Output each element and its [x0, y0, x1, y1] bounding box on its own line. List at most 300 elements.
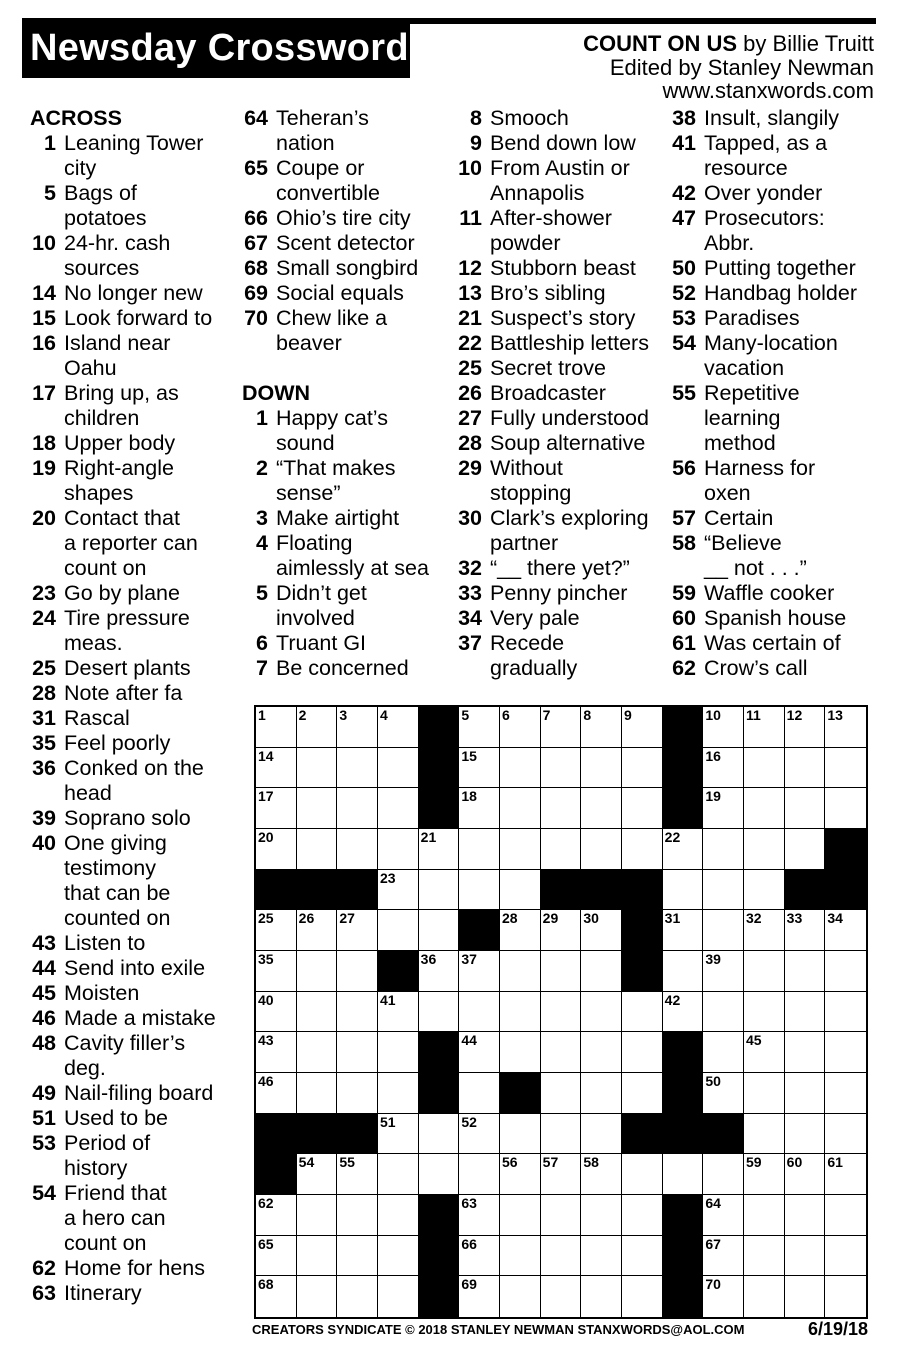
black-square [622, 910, 663, 951]
clue-item [670, 306, 857, 331]
grid-cell[interactable] [785, 1073, 826, 1114]
grid-cell[interactable] [256, 1276, 297, 1317]
clue-item [30, 831, 216, 931]
grid-cell[interactable] [541, 829, 582, 870]
clue-item [30, 456, 216, 506]
grid-cell[interactable] [256, 951, 297, 992]
grid-cell[interactable] [744, 1195, 785, 1236]
grid-cell[interactable] [703, 870, 744, 911]
clue-number: 27 [458, 406, 482, 430]
clue-number: 59 [672, 581, 696, 605]
grid-cell[interactable] [541, 1276, 582, 1317]
grid-cell[interactable] [459, 1114, 500, 1155]
grid-cell[interactable] [419, 910, 460, 951]
grid-cell[interactable] [500, 748, 541, 789]
clue-number: 65 [244, 156, 268, 180]
grid-cell[interactable] [459, 1236, 500, 1277]
clue-text: Moisten [64, 981, 140, 1005]
grid-cell[interactable] [703, 1032, 744, 1073]
grid-cell[interactable] [419, 829, 460, 870]
black-square [459, 910, 500, 951]
grid-cell[interactable] [622, 707, 663, 748]
grid-cell[interactable] [459, 788, 500, 829]
grid-cell[interactable] [541, 1236, 582, 1277]
clue-item [456, 631, 649, 681]
clue-number: 1 [256, 406, 268, 430]
grid-cell[interactable] [581, 788, 622, 829]
grid-cell[interactable] [744, 1276, 785, 1317]
grid-cell[interactable] [785, 748, 826, 789]
clue-text: Nail-filing board [64, 1081, 214, 1105]
grid-cell[interactable] [297, 1032, 338, 1073]
clue-text: Certain [704, 506, 774, 530]
grid-cell[interactable] [378, 1114, 419, 1155]
grid-cell[interactable] [703, 910, 744, 951]
clue-number: 56 [672, 456, 696, 480]
grid-cell[interactable] [663, 829, 704, 870]
clue-number: 38 [672, 106, 696, 130]
grid-cell[interactable] [378, 1195, 419, 1236]
grid-cell[interactable] [256, 1195, 297, 1236]
grid-cell[interactable] [825, 788, 866, 829]
grid-cell[interactable] [500, 1154, 541, 1195]
clue-item [456, 206, 649, 256]
grid-cell[interactable] [785, 1032, 826, 1073]
black-square [337, 870, 378, 911]
grid-cell[interactable] [459, 707, 500, 748]
grid-cell[interactable] [459, 1073, 500, 1114]
clue-text: Listen to [64, 931, 146, 955]
grid-cell[interactable] [297, 748, 338, 789]
clue-item [30, 506, 216, 581]
grid-cell[interactable] [419, 951, 460, 992]
grid-cell[interactable] [703, 748, 744, 789]
grid-cell[interactable] [541, 910, 582, 951]
grid-cell[interactable] [744, 1032, 785, 1073]
grid-cell[interactable] [256, 992, 297, 1033]
grid-cell[interactable] [378, 1154, 419, 1195]
clue-text: One giving testimony that can be counted on [64, 831, 171, 930]
grid-cell[interactable] [256, 707, 297, 748]
grid-cell[interactable] [703, 1195, 744, 1236]
clue-text: Recede gradually [490, 631, 578, 680]
grid-cell[interactable] [581, 829, 622, 870]
grid-cell[interactable] [581, 1114, 622, 1155]
grid-cell[interactable] [297, 1276, 338, 1317]
cell-number: 35 [258, 951, 274, 967]
grid-cell[interactable] [419, 992, 460, 1033]
clue-number: 5 [44, 181, 56, 205]
grid-cell[interactable] [825, 1073, 866, 1114]
grid-cell[interactable] [337, 829, 378, 870]
clue-text: Look forward to [64, 306, 213, 330]
clue-text: Repetitive learning method [704, 381, 800, 455]
grid-cell[interactable] [378, 910, 419, 951]
grid-cell[interactable] [378, 870, 419, 911]
grid-cell[interactable] [541, 951, 582, 992]
clue-text: Didn’t get involved [276, 581, 367, 630]
grid-cell[interactable] [825, 1236, 866, 1277]
grid-cell[interactable] [581, 1195, 622, 1236]
grid-cell[interactable] [378, 788, 419, 829]
clue-item [242, 256, 429, 281]
grid-cell[interactable] [581, 1236, 622, 1277]
grid-cell[interactable] [500, 992, 541, 1033]
grid-cell[interactable] [825, 1154, 866, 1195]
grid-cell[interactable] [541, 748, 582, 789]
grid-cell[interactable] [541, 1154, 582, 1195]
website: www.stanxwords.com [662, 78, 874, 103]
grid-cell[interactable] [825, 1195, 866, 1236]
grid-cell[interactable] [297, 910, 338, 951]
grid-cell[interactable] [541, 707, 582, 748]
grid-cell[interactable] [744, 707, 785, 748]
grid-cell[interactable] [337, 951, 378, 992]
clue-text: Over yonder [704, 181, 823, 205]
clue-item [30, 381, 216, 431]
clue-text: Upper body [64, 431, 176, 455]
clue-number: 14 [32, 281, 56, 305]
clue-item [242, 581, 429, 631]
grid-cell[interactable] [825, 951, 866, 992]
grid-cell[interactable] [703, 992, 744, 1033]
grid-cell[interactable] [297, 829, 338, 870]
grid-cell[interactable] [500, 707, 541, 748]
grid-cell[interactable] [622, 1073, 663, 1114]
grid-cell[interactable] [378, 1236, 419, 1277]
cell-number: 66 [461, 1235, 477, 1252]
grid-cell[interactable] [256, 910, 297, 951]
grid-cell[interactable] [500, 1114, 541, 1155]
clue-number: 8 [470, 106, 482, 130]
clue-text: Itinerary [64, 1281, 142, 1305]
grid-cell[interactable] [825, 1032, 866, 1073]
puzzle-title: COUNT ON US [583, 31, 738, 56]
grid-cell[interactable] [500, 1236, 541, 1277]
grid-cell[interactable] [256, 748, 297, 789]
clue-item [30, 431, 216, 456]
grid-cell[interactable] [703, 1276, 744, 1317]
clue-number: 69 [244, 281, 268, 305]
clue-number: 48 [32, 1031, 56, 1055]
clue-text: Send into exile [64, 956, 206, 980]
grid-cell[interactable] [337, 1236, 378, 1277]
grid-cell[interactable] [785, 788, 826, 829]
clue-item [456, 581, 649, 606]
cell-number: 44 [461, 1032, 477, 1049]
grid-cell[interactable] [622, 1276, 663, 1317]
grid-cell[interactable] [500, 870, 541, 911]
clue-text: Was certain of [704, 631, 841, 655]
cell-number: 28 [502, 910, 518, 927]
grid-cell[interactable] [459, 870, 500, 911]
clue-item [670, 206, 857, 256]
clue-number: 5 [256, 581, 268, 605]
grid-cell[interactable] [297, 992, 338, 1033]
cell-number: 43 [258, 1032, 274, 1049]
grid-cell[interactable] [297, 707, 338, 748]
grid-cell[interactable] [785, 992, 826, 1033]
cell-number: 46 [258, 1073, 274, 1089]
grid-cell[interactable] [581, 1073, 622, 1114]
clue-item [30, 756, 216, 806]
clue-number: 21 [458, 306, 482, 330]
clue-number: 49 [32, 1081, 56, 1105]
grid-cell[interactable] [337, 748, 378, 789]
grid-cell[interactable] [256, 1236, 297, 1277]
grid-cell[interactable] [785, 1114, 826, 1155]
black-square [663, 1236, 704, 1277]
grid-cell[interactable] [459, 1195, 500, 1236]
black-square [825, 829, 866, 870]
grid-cell[interactable] [337, 992, 378, 1033]
grid-cell[interactable] [541, 1073, 582, 1114]
grid-cell[interactable] [500, 1276, 541, 1317]
grid-cell[interactable] [785, 951, 826, 992]
grid-cell[interactable] [744, 1073, 785, 1114]
black-square [419, 748, 460, 789]
grid-cell[interactable] [541, 1032, 582, 1073]
grid-cell[interactable] [256, 788, 297, 829]
grid-cell[interactable] [459, 992, 500, 1033]
grid-cell[interactable] [459, 1154, 500, 1195]
grid-cell[interactable] [663, 951, 704, 992]
grid-cell[interactable] [419, 870, 460, 911]
cell-number: 41 [380, 991, 396, 1008]
clue-number: 46 [32, 1006, 56, 1030]
clue-number: 52 [672, 281, 696, 305]
clue-item [670, 106, 857, 131]
clue-item [456, 131, 649, 156]
grid-cell[interactable] [744, 1114, 785, 1155]
clue-item [670, 256, 857, 281]
grid-cell[interactable] [581, 992, 622, 1033]
grid-cell[interactable] [500, 910, 541, 951]
grid-cell[interactable] [541, 1114, 582, 1155]
clue-number: 44 [32, 956, 56, 980]
grid-cell[interactable] [256, 1032, 297, 1073]
grid-cell[interactable] [622, 1236, 663, 1277]
grid-cell[interactable] [744, 870, 785, 911]
grid-cell[interactable] [500, 1195, 541, 1236]
grid-cell[interactable] [581, 1276, 622, 1317]
grid-cell[interactable] [785, 910, 826, 951]
grid-cell[interactable] [663, 870, 704, 911]
clue-number: 12 [458, 256, 482, 280]
grid-cell[interactable] [337, 1276, 378, 1317]
grid-cell[interactable] [785, 1195, 826, 1236]
grid-cell[interactable] [297, 1154, 338, 1195]
grid-cell[interactable] [541, 992, 582, 1033]
clue-number: 18 [32, 431, 56, 455]
grid-cell[interactable] [785, 1236, 826, 1277]
grid-cell[interactable] [744, 1236, 785, 1277]
cell-number: 31 [664, 910, 681, 927]
clue-item [242, 156, 429, 206]
clue-number: 32 [458, 556, 482, 580]
grid-cell[interactable] [785, 707, 826, 748]
black-square [256, 870, 297, 911]
grid-cell[interactable] [825, 707, 866, 748]
grid-cell[interactable] [663, 910, 704, 951]
clue-item [456, 256, 649, 281]
grid-cell[interactable] [622, 829, 663, 870]
clue-item [30, 1081, 216, 1106]
clue-item [30, 1106, 216, 1131]
black-square [663, 788, 704, 829]
grid-cell[interactable] [663, 1154, 704, 1195]
cell-number: 19 [705, 788, 721, 805]
cell-number: 14 [258, 747, 274, 764]
grid-cell[interactable] [825, 748, 866, 789]
clue-item [670, 606, 857, 631]
grid-cell[interactable] [825, 910, 866, 951]
grid-cell[interactable] [459, 1276, 500, 1317]
grid-cell[interactable] [500, 951, 541, 992]
clue-item [670, 531, 857, 581]
black-square [419, 707, 460, 748]
clue-number: 68 [244, 256, 268, 280]
clue-number: 22 [458, 331, 482, 355]
grid-cell[interactable] [622, 788, 663, 829]
grid-cell[interactable] [825, 1276, 866, 1317]
clue-number: 66 [244, 206, 268, 230]
grid-cell[interactable] [297, 1195, 338, 1236]
clue-text: Suspect’s story [490, 306, 636, 330]
grid-cell[interactable] [622, 1154, 663, 1195]
black-square [703, 1114, 744, 1155]
black-square [297, 1114, 338, 1155]
grid-cell[interactable] [825, 992, 866, 1033]
grid-cell[interactable] [378, 1032, 419, 1073]
clue-item [30, 281, 216, 306]
grid-cell[interactable] [703, 829, 744, 870]
grid-cell[interactable] [622, 748, 663, 789]
grid-cell[interactable] [785, 1276, 826, 1317]
grid-cell[interactable] [744, 951, 785, 992]
cell-number: 4 [380, 707, 388, 723]
grid-cell[interactable] [703, 707, 744, 748]
grid-cell[interactable] [378, 992, 419, 1033]
grid-cell[interactable] [459, 829, 500, 870]
footer-credit: CREATORS SYNDICATE © 2018 STANLEY NEWMAN STANXWORDS@AOL.COM [252, 1322, 745, 1337]
grid-cell[interactable] [541, 788, 582, 829]
grid-cell[interactable] [703, 788, 744, 829]
grid-cell[interactable] [825, 1114, 866, 1155]
grid-cell[interactable] [337, 788, 378, 829]
grid-cell[interactable] [297, 951, 338, 992]
grid-cell[interactable] [378, 707, 419, 748]
grid-cell[interactable] [581, 748, 622, 789]
grid-cell[interactable] [622, 1032, 663, 1073]
grid-cell[interactable] [663, 992, 704, 1033]
crossword-grid [254, 705, 868, 1319]
clue-number: 53 [32, 1131, 56, 1155]
grid-cell[interactable] [378, 829, 419, 870]
clue-column-1 [30, 106, 216, 1306]
clue-item [456, 356, 649, 381]
grid-cell[interactable] [256, 1073, 297, 1114]
clue-item [670, 456, 857, 506]
clue-text: Bend down low [490, 131, 636, 155]
grid-cell[interactable] [703, 1236, 744, 1277]
grid-cell[interactable] [337, 910, 378, 951]
grid-cell[interactable] [256, 829, 297, 870]
grid-cell[interactable] [459, 1032, 500, 1073]
grid-cell[interactable] [622, 1195, 663, 1236]
grid-cell[interactable] [500, 788, 541, 829]
grid-cell[interactable] [744, 748, 785, 789]
cell-number: 21 [420, 829, 437, 845]
grid-cell[interactable] [419, 1114, 460, 1155]
grid-cell[interactable] [337, 1195, 378, 1236]
grid-cell[interactable] [581, 951, 622, 992]
grid-cell[interactable] [744, 910, 785, 951]
grid-cell[interactable] [297, 1073, 338, 1114]
clue-number: 33 [458, 581, 482, 605]
grid-cell[interactable] [744, 829, 785, 870]
grid-cell[interactable] [622, 992, 663, 1033]
clue-text: Small songbird [276, 256, 419, 280]
clue-text: Friend that a hero can count on [64, 1181, 167, 1255]
black-square [256, 1154, 297, 1195]
cell-number: 15 [461, 747, 477, 764]
clue-text: Smooch [490, 106, 569, 130]
grid-cell[interactable] [378, 1276, 419, 1317]
grid-cell[interactable] [541, 1195, 582, 1236]
grid-cell[interactable] [744, 788, 785, 829]
clue-text: Social equals [276, 281, 404, 305]
clue-item [670, 381, 857, 456]
clue-item [242, 656, 429, 681]
grid-cell[interactable] [581, 1032, 622, 1073]
grid-cell[interactable] [744, 1154, 785, 1195]
clue-text: Home for hens [64, 1256, 206, 1280]
grid-cell[interactable] [459, 748, 500, 789]
black-square [663, 1276, 704, 1317]
grid-cell[interactable] [785, 1154, 826, 1195]
grid-cell[interactable] [459, 951, 500, 992]
grid-cell[interactable] [378, 748, 419, 789]
cell-number: 6 [502, 707, 510, 723]
grid-cell[interactable] [581, 707, 622, 748]
grid-cell[interactable] [703, 1154, 744, 1195]
grid-cell[interactable] [581, 910, 622, 951]
grid-cell[interactable] [297, 1236, 338, 1277]
grid-cell[interactable] [337, 707, 378, 748]
grid-cell[interactable] [500, 829, 541, 870]
grid-cell[interactable] [500, 1032, 541, 1073]
grid-cell[interactable] [378, 1073, 419, 1114]
clue-text: Go by plane [64, 581, 180, 605]
grid-cell[interactable] [337, 1154, 378, 1195]
grid-cell[interactable] [785, 829, 826, 870]
grid-cell[interactable] [744, 992, 785, 1033]
clue-number: 57 [672, 506, 696, 530]
grid-cell[interactable] [297, 788, 338, 829]
grid-cell[interactable] [337, 1032, 378, 1073]
clue-number: 4 [256, 531, 268, 555]
clue-text: Tapped, as a resource [704, 131, 828, 180]
grid-cell[interactable] [581, 1154, 622, 1195]
down-heading: DOWN [242, 381, 311, 405]
grid-cell[interactable] [337, 1073, 378, 1114]
clue-number: 3 [256, 506, 268, 530]
grid-cell[interactable] [703, 1073, 744, 1114]
grid-cell[interactable] [703, 951, 744, 992]
grid-cell[interactable] [419, 1154, 460, 1195]
clue-number: 37 [458, 631, 482, 655]
